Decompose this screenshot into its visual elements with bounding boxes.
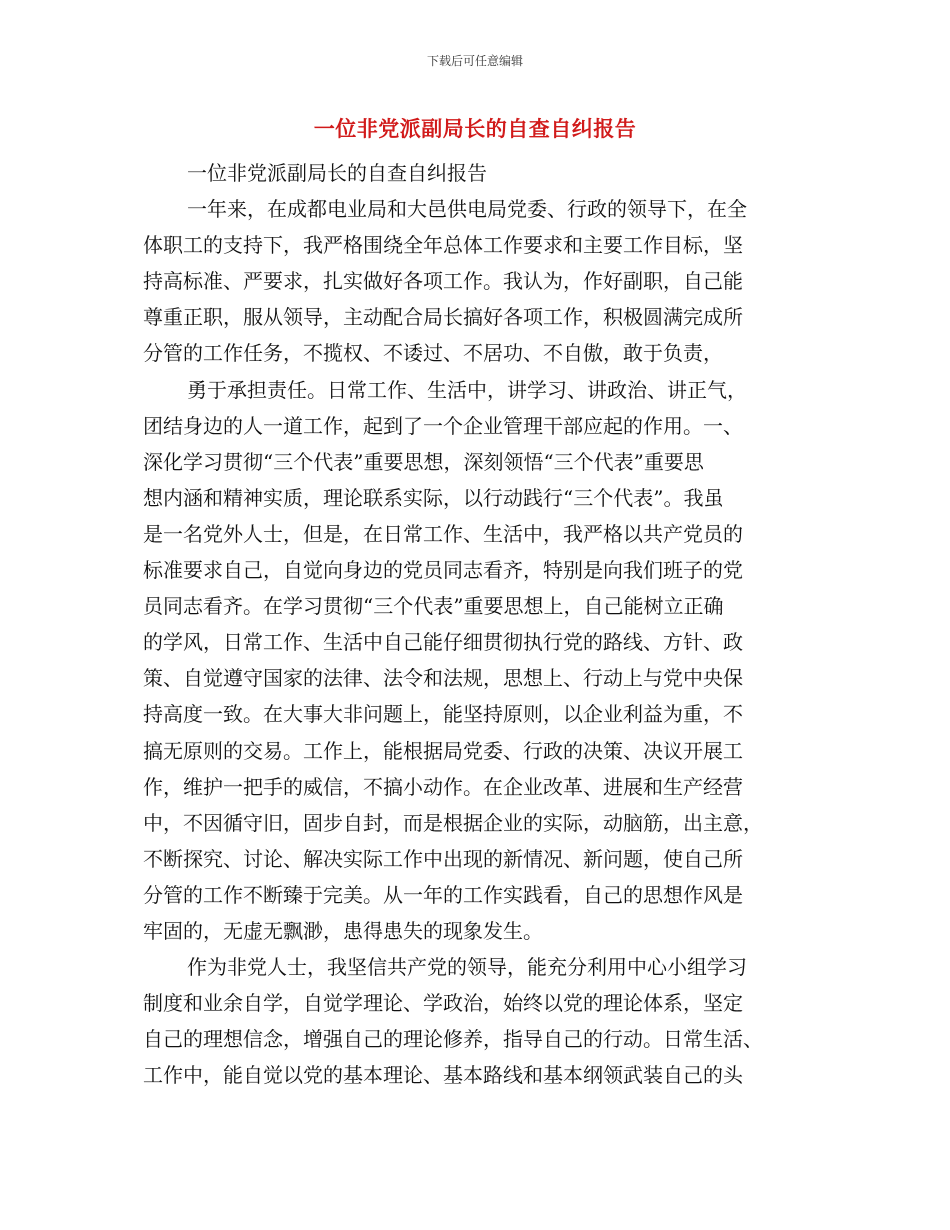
- body-line: 勇于承担责任。日常工作、生活中，讲学习、讲政治、讲正气，: [187, 377, 747, 402]
- body-line: 团结身边的人一道工作，起到了一个企业管理干部应起的作用。一、: [143, 413, 743, 438]
- document-title: 一位非党派副局长的自查自纠报告: [313, 117, 637, 141]
- body-line: 一年来，在成都电业局和大邑供电局党委、行政的领导下，在全: [187, 197, 747, 222]
- body-line: 工作中，能自觉以党的基本理论、基本路线和基本纲领武装自己的头: [143, 1063, 743, 1088]
- body-line: 想内涵和精神实质，理论联系实际，以行动践行“三个代表”。我虽: [143, 485, 724, 510]
- document-body: [143, 155, 815, 1093]
- body-line: 体职工的支持下，我严格围绕全年总体工作要求和主要工作目标，坚: [143, 233, 743, 258]
- body-line: 分管的工作不断臻于完美。从一年的工作实践看，自己的思想作风是: [143, 882, 743, 907]
- body-line: 搞无原则的交易。工作上，能根据局党委、行政的决策、决议开展工: [143, 738, 743, 763]
- body-line: 持高度一致。在大事大非问题上，能坚持原则，以企业利益为重，不: [143, 702, 743, 727]
- body-line: 员同志看齐。在学习贯彻“三个代表”重要思想上，自己能树立正确: [143, 594, 724, 619]
- body-line: 策、自觉遵守国家的法律、法令和法规，思想上、行动上与党中央保: [143, 666, 743, 691]
- body-line: 尊重正职，服从领导，主动配合局长搞好各项工作，积极圆满完成所: [143, 305, 743, 330]
- body-line: 不断探究、讨论、解决实际工作中出现的新情况、新问题，使自己所: [143, 846, 743, 871]
- body-line: 牢固的，无虚无飘渺，患得患失的现象发生。: [143, 918, 543, 943]
- body-line: 作为非党人士，我坚信共产党的领导，能充分利用中心小组学习: [187, 955, 747, 980]
- body-line: 制度和业余自学，自觉学理论、学政治，始终以党的理论体系，坚定: [143, 991, 743, 1016]
- body-line: 作，维护一把手的威信，不搞小动作。在企业改革、进展和生产经营: [143, 774, 743, 799]
- body-line: 持高标准、严要求，扎实做好各项工作。我认为，作好副职，自己能: [143, 269, 743, 294]
- body-line: 分管的工作任务，不揽权、不诿过、不居功、不自傲，敢于负责，: [143, 341, 723, 366]
- body-line: 自己的理想信念，增强自己的理论修养，指导自己的行动。日常生活、: [143, 1027, 763, 1052]
- body-line: 一位非党派副局长的自查自纠报告: [187, 161, 487, 185]
- body-line: 深化学习贯彻“三个代表”重要思想，深刻领悟“三个代表”重要思: [143, 449, 704, 474]
- body-line: 是一名党外人士，但是，在日常工作、生活中，我严格以共产党员的: [143, 521, 743, 546]
- body-line: 标准要求自己，自觉向身边的党员同志看齐，特别是向我们班子的党: [143, 558, 743, 583]
- header-note: 下载后可任意编辑: [426, 54, 523, 68]
- body-line: 的学风，日常工作、生活中自己能仔细贯彻执行党的路线、方针、政: [143, 630, 743, 655]
- body-line: 中，不因循守旧，固步自封，而是根据企业的实际，动脑筋，出主意，: [143, 810, 763, 835]
